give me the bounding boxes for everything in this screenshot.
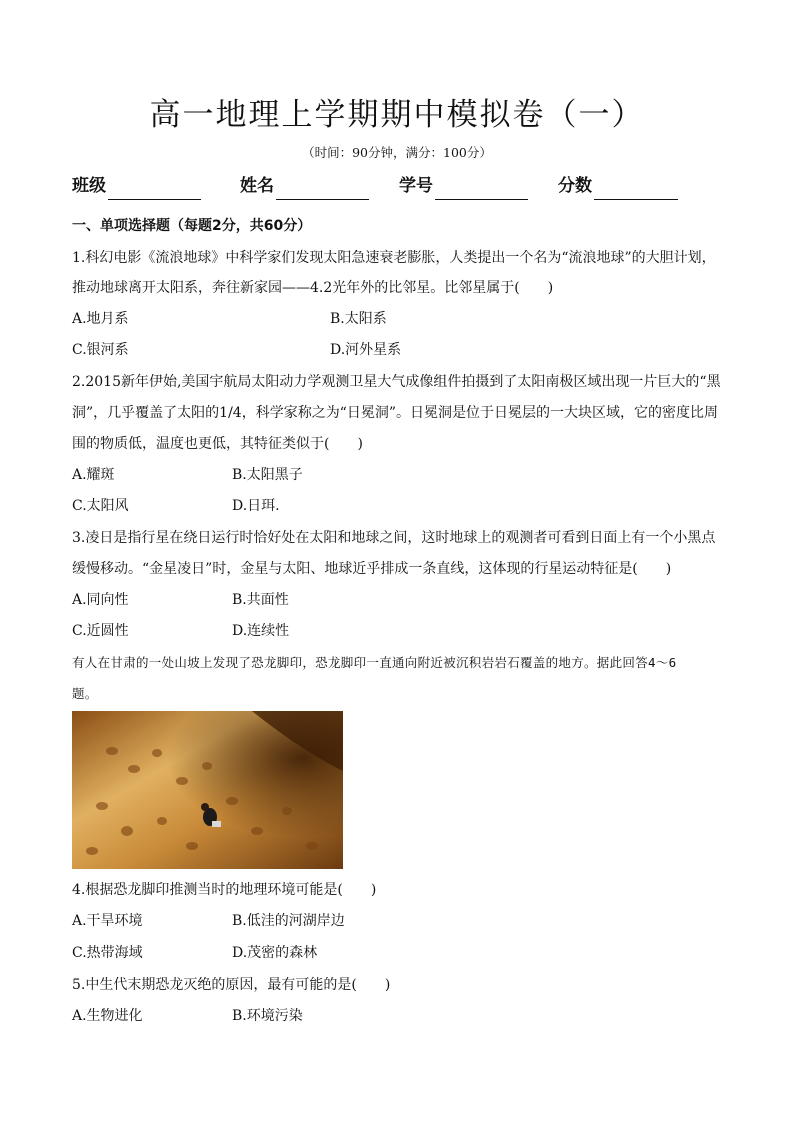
question-4-option-c[interactable]: C.热带海域 bbox=[72, 945, 143, 961]
name-blank[interactable] bbox=[276, 175, 369, 200]
score-field[interactable] bbox=[558, 172, 678, 202]
question-2-option-b[interactable]: B.太阳黑子 bbox=[232, 467, 303, 483]
question-3-option-d[interactable]: D.连续性 bbox=[232, 623, 290, 639]
question-2-line-1: 2.2015新年伊始,美国宇航局太阳动力学观测卫星大气成像组件拍摄到了太阳南极区域出现一片巨大的“黑 bbox=[72, 374, 721, 390]
student-info-row bbox=[72, 172, 692, 202]
question-4-line-1: 4.根据恐龙脚印推测当时的地理环境可能是( ) bbox=[72, 882, 377, 898]
question-2-line-3: 围的物质低，温度也更低，其特征类似于( ) bbox=[72, 436, 363, 452]
class-field[interactable] bbox=[72, 172, 201, 202]
question-2-option-c[interactable]: C.太阳风 bbox=[72, 498, 129, 514]
footprint-rock-image bbox=[72, 711, 343, 869]
class-blank[interactable] bbox=[108, 175, 201, 200]
question-1-option-d[interactable]: D.河外星系 bbox=[330, 342, 402, 358]
question-5-option-a[interactable]: A.生物进化 bbox=[72, 1008, 143, 1024]
question-5-option-b[interactable]: B.环境污染 bbox=[232, 1008, 303, 1024]
student-id-field[interactable] bbox=[399, 172, 528, 202]
question-4-option-a[interactable]: A.干旱环境 bbox=[72, 913, 143, 929]
question-1-option-a[interactable]: A.地月系 bbox=[72, 311, 129, 327]
question-4-option-d[interactable]: D.茂密的森林 bbox=[232, 945, 318, 961]
dinosaur-footprints-photo bbox=[72, 711, 343, 869]
passage-line-1: 有人在甘肃的一处山坡上发现了恐龙脚印，恐龙脚印一直通向附近被沉积岩岩石覆盖的地方。据此回答4～6 bbox=[72, 655, 677, 670]
score-blank[interactable] bbox=[594, 175, 678, 200]
question-2-option-d[interactable]: D.日珥. bbox=[232, 498, 280, 514]
question-3-option-b[interactable]: B.共面性 bbox=[232, 592, 289, 608]
question-3-option-c[interactable]: C.近圆性 bbox=[72, 623, 129, 639]
student-id-blank[interactable] bbox=[435, 175, 528, 200]
question-3-option-a[interactable]: A.同向性 bbox=[72, 592, 129, 608]
question-1-line-2: 推动地球离开太阳系，奔往新家园——4.2光年外的比邻星。比邻星属于( ) bbox=[72, 280, 554, 296]
question-2-option-a[interactable]: A.耀斑 bbox=[72, 467, 115, 483]
class-label: 班级 bbox=[72, 176, 106, 196]
passage-line-2: 题。 bbox=[72, 686, 98, 701]
question-2-line-2: 洞”，几乎覆盖了太阳的1/4，科学家称之为“日冕洞”。日冕洞是位于日冕层的一大块区域，它的密度比周 bbox=[72, 405, 719, 421]
question-5-line-1: 5.中生代末期恐龙灭绝的原因，最有可能的是( ) bbox=[72, 977, 391, 993]
name-field[interactable] bbox=[240, 172, 369, 202]
name-label: 姓名 bbox=[240, 176, 274, 196]
section-heading: 一、单项选择题（每题2分，共60分） bbox=[72, 218, 312, 234]
student-id-label: 学号 bbox=[399, 176, 433, 196]
question-4-option-b[interactable]: B.低洼的河湖岸边 bbox=[232, 913, 345, 929]
question-1-option-b[interactable]: B.太阳系 bbox=[330, 311, 387, 327]
question-3-line-2: 缓慢移动。“金星凌日”时，金星与太阳、地球近乎排成一条直线，这体现的行星运动特征是( ) bbox=[72, 561, 672, 577]
question-3-line-1: 3.凌日是指行星在绕日运行时恰好处在太阳和地球之间，这时地球上的观测者可看到日面上有一个小黑点 bbox=[72, 530, 716, 546]
exam-subtitle: （时间：90分钟，满分：100分） bbox=[302, 145, 492, 160]
score-label: 分数 bbox=[558, 176, 592, 196]
question-1-option-c[interactable]: C.银河系 bbox=[72, 342, 129, 358]
page-title: 高一地理上学期期中模拟卷（一） bbox=[149, 97, 645, 133]
question-1-line-1: 1.科幻电影《流浪地球》中科学家们发现太阳急速衰老膨胀，人类提出一个名为“流浪地球”的大胆计划， bbox=[72, 250, 716, 266]
